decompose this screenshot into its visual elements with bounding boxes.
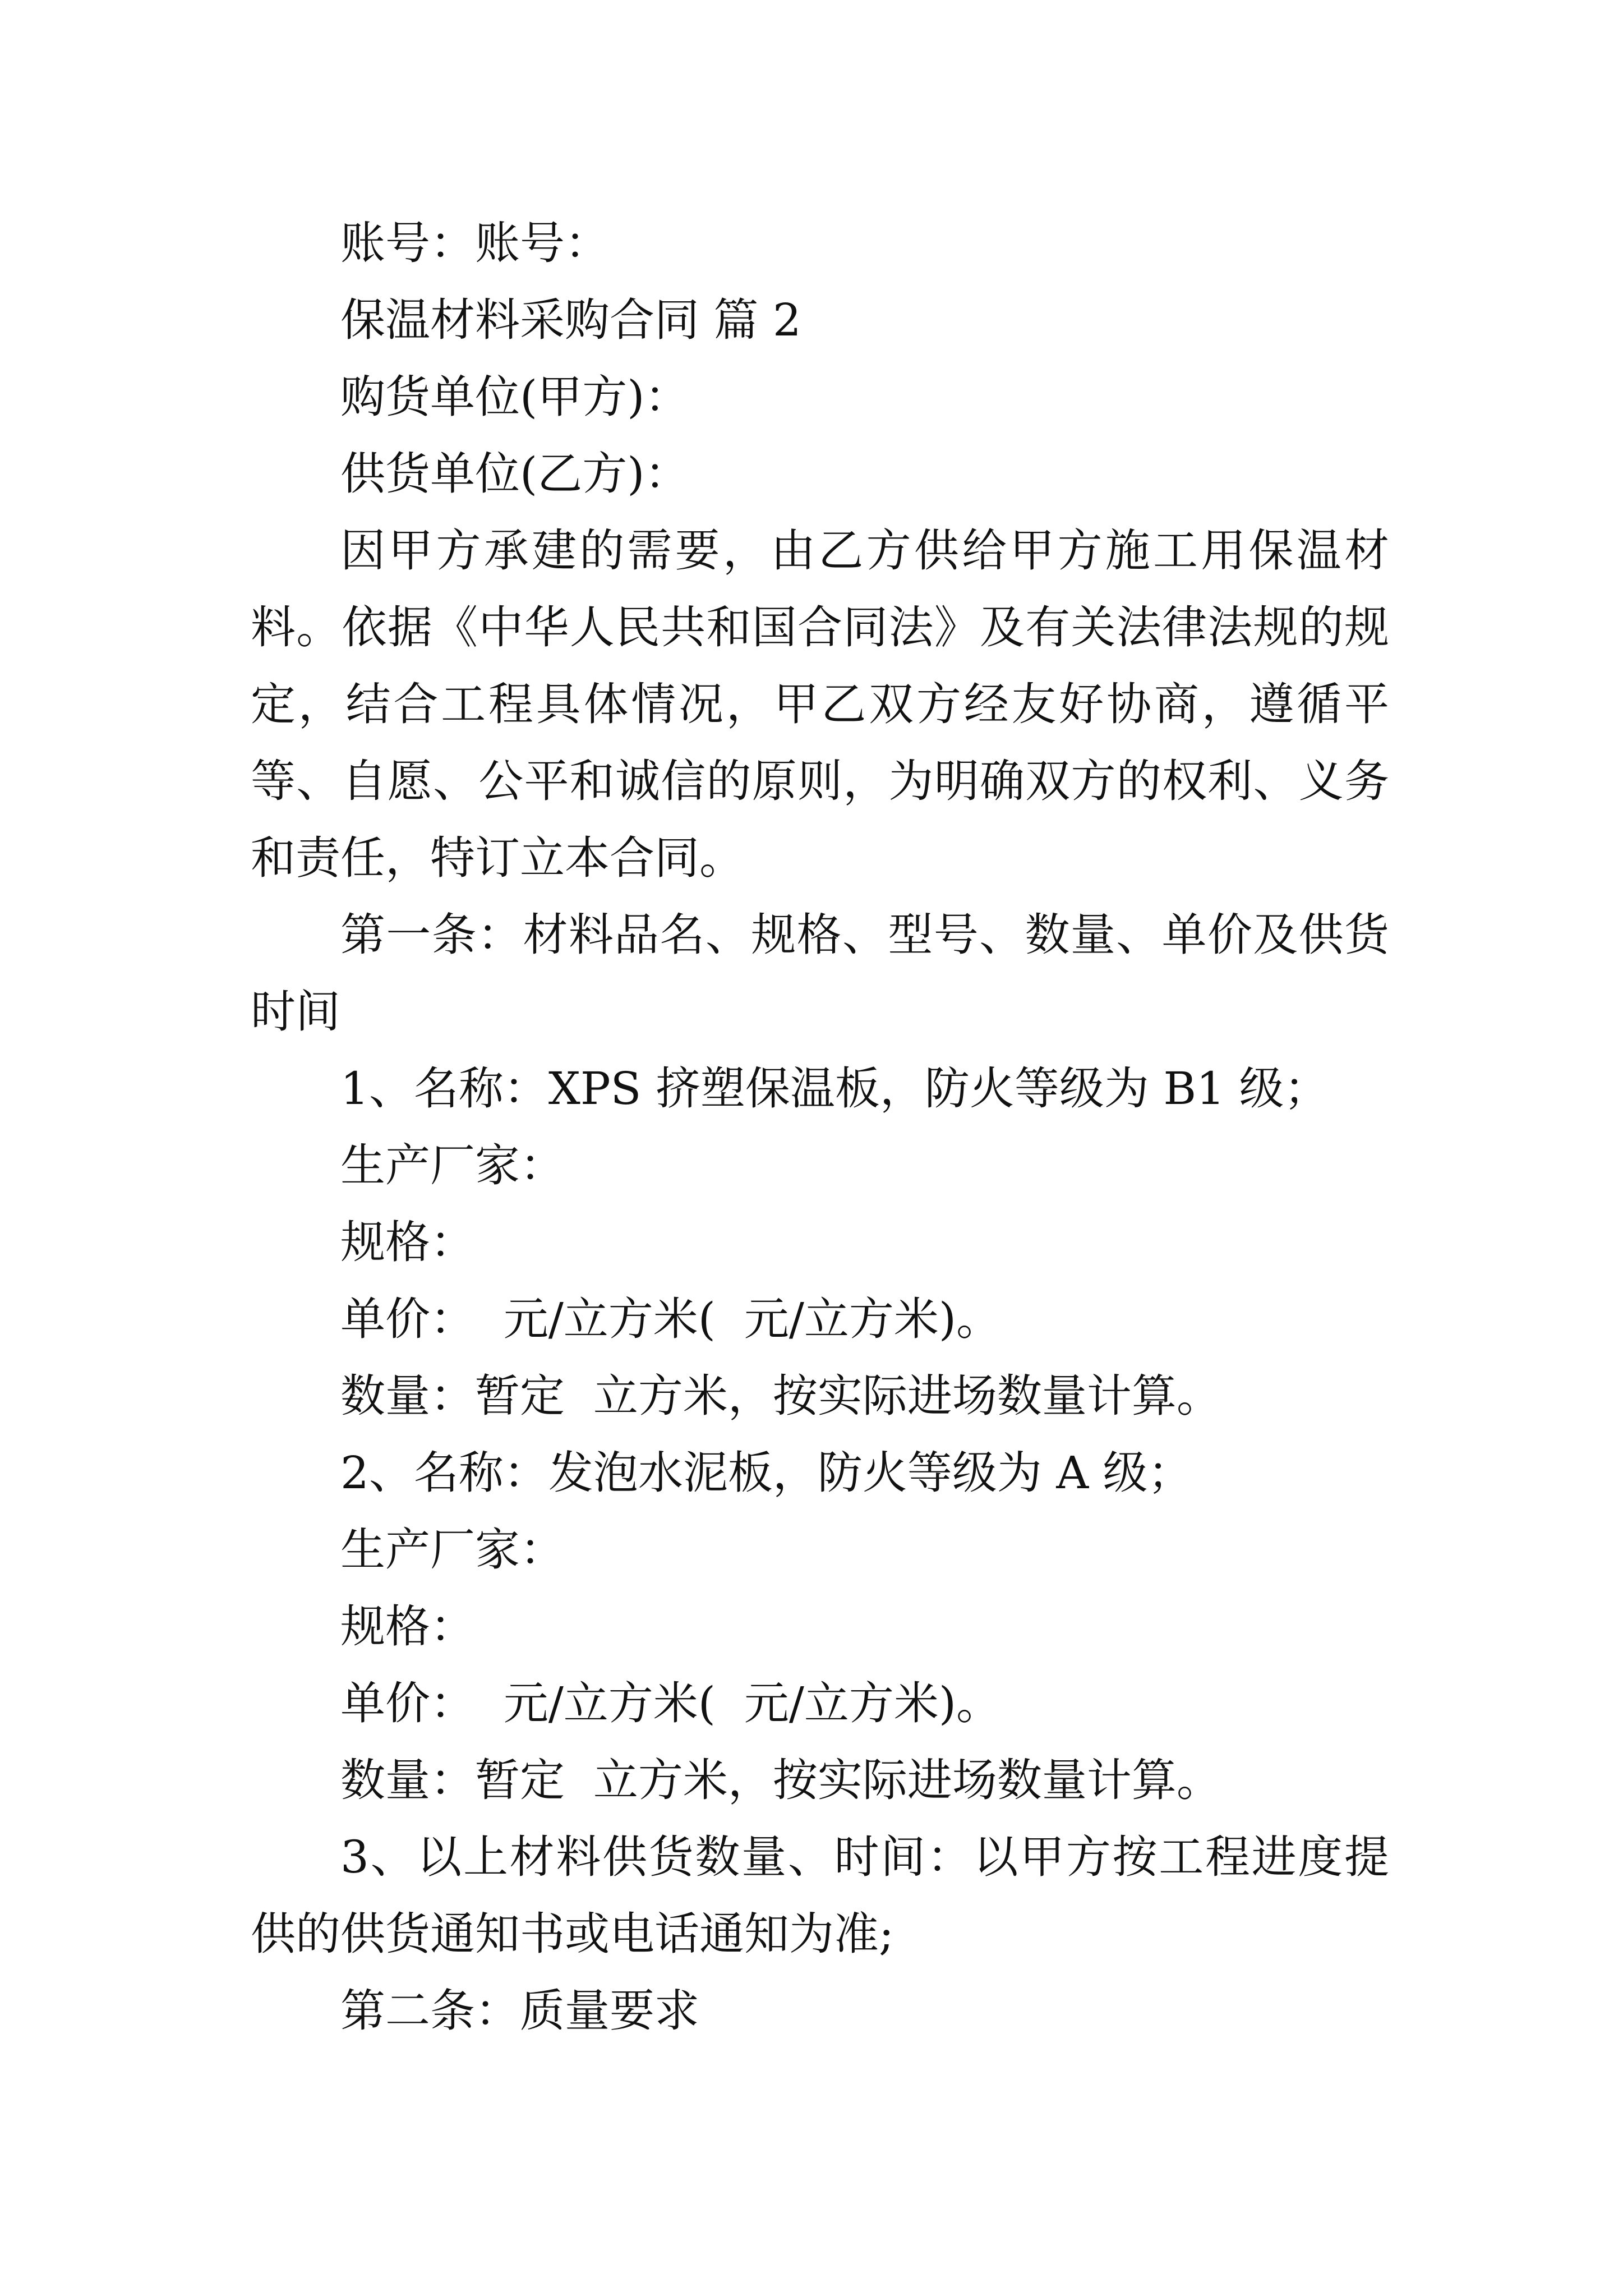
item-2-price: 单价： 元/立方米( 元/立方米)。 bbox=[340, 1677, 1002, 1729]
item-1-price: 单价： 元/立方米( 元/立方米)。 bbox=[340, 1293, 1002, 1345]
item-1-quantity: 数量：暂定 立方米，按实际进场数量计算。 bbox=[340, 1370, 1221, 1422]
item-2-quantity: 数量：暂定 立方米，按实际进场数量计算。 bbox=[340, 1754, 1221, 1806]
item-1-spec: 规格： bbox=[340, 1216, 475, 1268]
contract-title: 保温材料采购合同 篇 2 bbox=[340, 294, 801, 346]
article-1-heading: 第一条：材料品名、规格、型号、数量、单价及供货时间 bbox=[251, 909, 1389, 1038]
item-2-spec: 规格： bbox=[340, 1600, 475, 1653]
account-line: 账号：账号： bbox=[340, 217, 610, 269]
item-1-name: 1、名称：XPS 挤塑保温板，防火等级为 B1 级； bbox=[340, 1062, 1329, 1115]
item-2-manufacturer: 生产厂家： bbox=[340, 1524, 565, 1576]
item-1-manufacturer: 生产厂家： bbox=[340, 1139, 565, 1191]
supplier-line: 供货单位(乙方)： bbox=[340, 448, 690, 500]
preamble-paragraph: 因甲方承建的需要，由乙方供给甲方施工用保温材料。依据《中华人民共和国合同法》及有关法律法规的规定，结合工程具体情况，甲乙双方经友好协商，遵循平等、自愿、公平和诚信的原则，为明确双方的权利、义务和责任，特订立本合同。 bbox=[251, 524, 1389, 884]
item-2-name: 2、名称：发泡水泥板，防火等级为 A 级； bbox=[340, 1447, 1193, 1499]
article-2-heading: 第二条：质量要求 bbox=[340, 1985, 699, 2037]
contract-text bbox=[251, 205, 1389, 2049]
buyer-line: 购货单位(甲方)： bbox=[340, 371, 690, 423]
item-3-delivery-terms: 3、以上材料供货数量、时间：以甲方按工程进度提供的供货通知书或电话通知为准; bbox=[251, 1831, 1389, 1960]
